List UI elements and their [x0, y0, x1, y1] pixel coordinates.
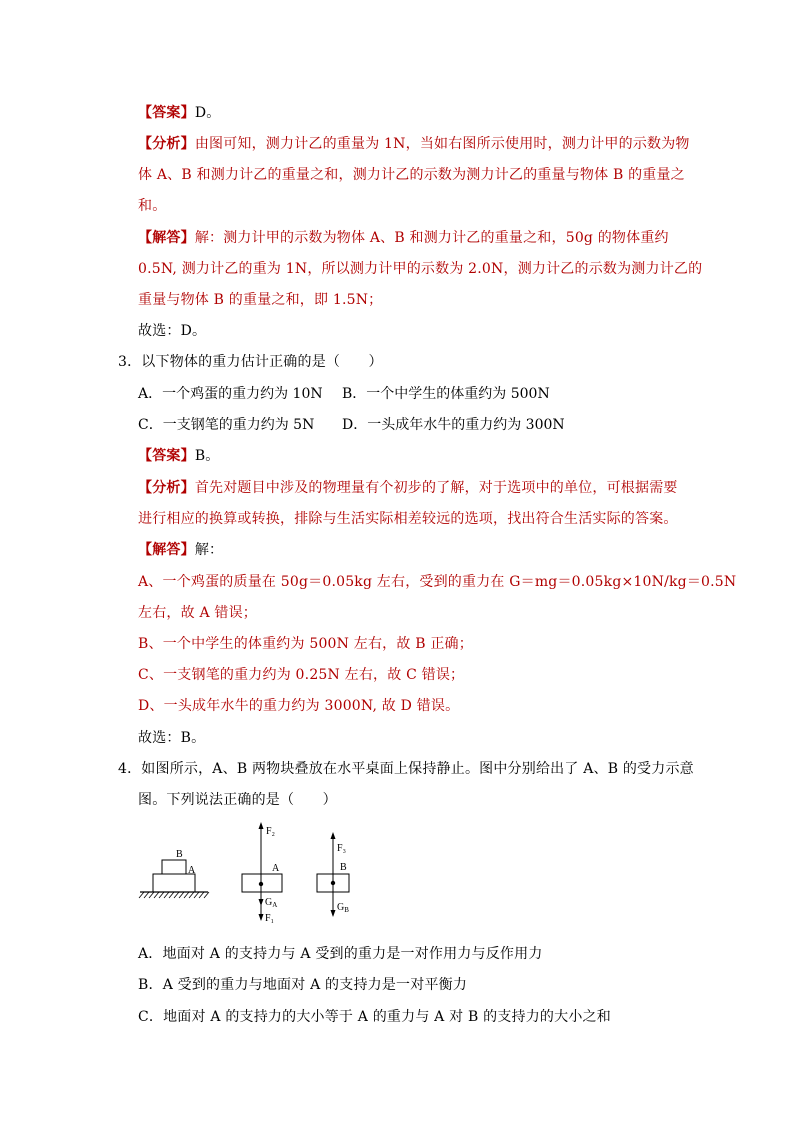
q3-analysis-tag: 【分析】 [138, 480, 195, 496]
label-ga-main: G [265, 897, 273, 908]
label-ga [265, 897, 277, 909]
q3-solution-head: 解： [194, 542, 224, 558]
ground-hatching [139, 892, 209, 898]
q2-answer: D。 [194, 105, 221, 121]
q3-option-d: D．一头成年水牛的重力约为 300N [342, 417, 565, 433]
q3-analysis-line-2: 进行相应的换算或转换，排除与生活实际相差较远的选项，找出符合生活实际的答案。 [138, 511, 678, 527]
q2-analysis-line-1 [138, 134, 690, 154]
q2-solution-line-1 [138, 228, 669, 248]
q3-choice: 故选：B。 [138, 730, 206, 746]
q3-analysis-text-1: 首先对题目中涉及的物理量有个初步的了解，对于选项中的单位，可根据需要 [194, 480, 678, 496]
label-f3: F₃ [337, 843, 347, 854]
label-a-stack: A [188, 865, 196, 876]
q3-option-b: B．一个中学生的体重约为 500N [342, 386, 550, 402]
center-a [259, 882, 263, 886]
q4-question-line-1: 4．如图所示，A、B 两物块叠放在水平桌面上保持静止。图中分别给出了 A、B 的受力示意 [118, 761, 694, 777]
q3-option-a: A．一个鸡蛋的重力约为 10N [138, 386, 323, 402]
q2-answer-line [138, 103, 220, 123]
label-f2: F₂ [266, 826, 276, 837]
q2-answer-tag: 【答案】 [138, 105, 195, 121]
free-body-a [242, 822, 282, 924]
q3-question: 3．以下物体的重力估计正确的是（ ） [118, 354, 383, 370]
q3-solution-d: D、一头成年水牛的重力约为 3000N, 故 D 错误。 [138, 698, 460, 714]
center-b [331, 881, 335, 885]
arrow-f1-down [259, 914, 264, 921]
q2-choice: 故选：D。 [138, 323, 207, 339]
q3-solution-b: B、一个中学生的体重约为 500N 左右，故 B 正确； [138, 636, 473, 652]
q3-answer-tag: 【答案】 [138, 448, 195, 464]
q4-option-c: C．地面对 A 的支持力的大小等于 A 的重力与 A 对 B 的支持力的大小之和 [138, 1009, 611, 1025]
q3-analysis-line-1 [138, 478, 678, 498]
q3-solution-a-2: 左右，故 A 错误； [138, 605, 258, 621]
q2-solution-text-1: 解：测力计甲的示数为物体 A、B 和测力计乙的重量之和，50g 的物体重约 [194, 230, 669, 246]
free-body-b [317, 832, 349, 917]
q3-answer: B。 [194, 448, 220, 464]
label-gb [337, 902, 349, 914]
q3-option-c: C．一支钢笔的重力约为 5N [138, 417, 315, 433]
arrow-f3-up [331, 832, 336, 839]
q4-question-line-2: 图。下列说法正确的是（ ） [138, 792, 337, 808]
arrow-gb-down [331, 910, 336, 917]
q2-solution-tag: 【解答】 [138, 230, 195, 246]
q3-answer-line [138, 446, 220, 466]
block-b-stack [162, 860, 186, 874]
q4-force-diagram [138, 820, 358, 930]
q3-solution-c: C、一支钢笔的重力约为 0.25N 左右，故 C 错误； [138, 667, 465, 683]
q2-analysis-line-2: 体 A、B 和测力计乙的重量之和，测力计乙的示数为测力计乙的重量与物体 B 的重量之 [138, 167, 685, 183]
label-ga-sub: A [272, 901, 278, 909]
q4-option-b: B．A 受到的重力与地面对 A 的支持力是一对平衡力 [138, 977, 468, 993]
stacked-blocks [139, 849, 209, 898]
arrow-ga-down [259, 899, 264, 906]
label-gb-main: G [337, 902, 345, 913]
q2-solution-line-2: 0.5N, 测力计乙的重为 1N，所以测力计甲的示数为 2.0N，测力计乙的示数为测力计乙的 [138, 261, 703, 277]
q2-solution-line-3: 重量与物体 B 的重量之和，即 1.5N； [138, 292, 383, 308]
q2-analysis-text-1: 由图可知，测力计乙的重量为 1N，当如右图所示使用时，测力计甲的示数为物 [194, 136, 690, 152]
q2-analysis-line-3: 和。 [138, 198, 167, 214]
label-a-diagram: A [272, 863, 280, 874]
label-f1: F₁ [265, 913, 275, 924]
block-a-stack [153, 874, 195, 892]
q3-solution-a-1: A、一个鸡蛋的质量在 50g＝0.05kg 左右，受到的重力在 G＝mg＝0.05kg×10N/kg＝0.5N [138, 574, 737, 590]
label-b-stack: B [176, 849, 183, 860]
q3-solution-line [138, 540, 223, 560]
label-b-diagram: B [340, 862, 347, 873]
q4-option-a: A．地面对 A 的支持力与 A 受到的重力是一对作用力与反作用力 [138, 946, 543, 962]
arrow-f2-up [259, 822, 264, 829]
label-gb-sub: B [344, 906, 349, 914]
q3-solution-tag: 【解答】 [138, 542, 195, 558]
q2-analysis-tag: 【分析】 [138, 136, 195, 152]
